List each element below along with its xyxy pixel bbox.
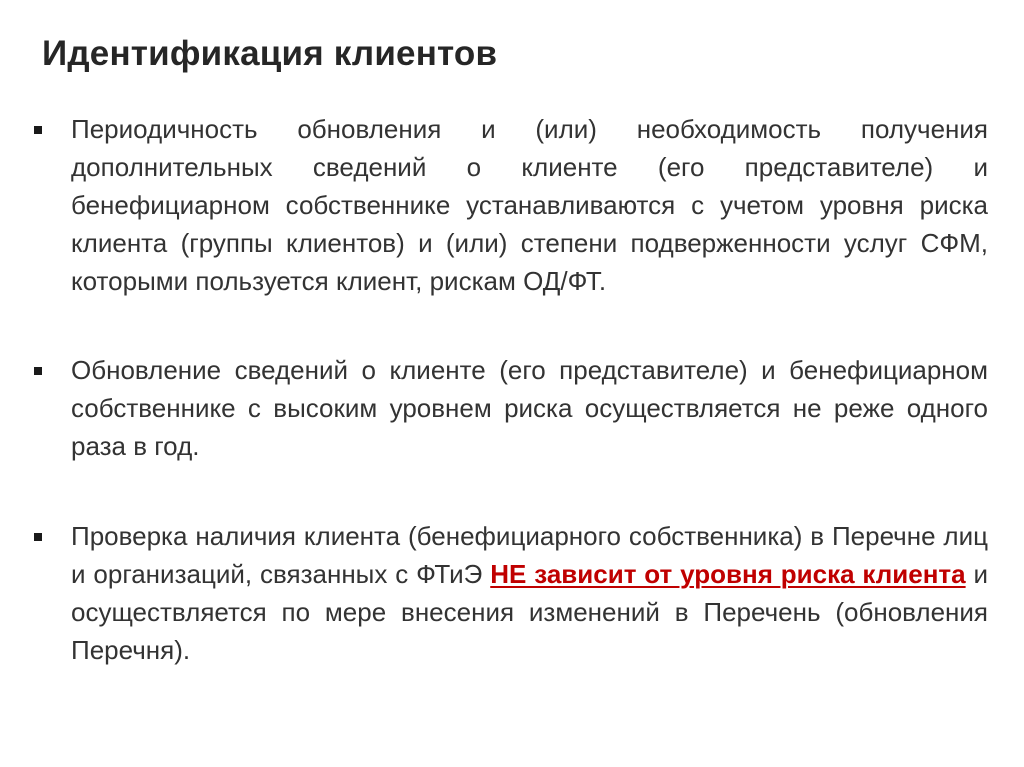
bullet-text-after: и осуществляется по мере внесения изменений в Перечень (обновления Перечня).	[71, 559, 989, 665]
highlighted-text: НЕ зависит от уровня риска клиента	[490, 559, 966, 589]
bullet-text: Периодичность обновления и (или) необходимость получения дополнительных сведений о клиенте (его представителе) и бенефициарном собственнике устанавливаются с учетом уровня риска клиента (группы клиентов) и (или) степени подверженности услуг СФМ, которыми пользуется клиент, рискам ОД/ФТ.	[71, 114, 988, 296]
square-bullet-icon	[34, 533, 42, 541]
square-bullet-icon	[34, 367, 42, 375]
bullet-text: Обновление сведений о клиенте (его представителе) и бенефициарном собственнике с высоким уровнем риска осуществляется не реже одного раза в год.	[71, 355, 988, 461]
square-bullet-icon	[34, 126, 42, 134]
bullet-text-before: Проверка наличия клиента (бенефициарного собственника) в Перечне лиц и организаций, связанных с ФТиЭ	[71, 521, 988, 589]
bullet-text	[71, 517, 988, 669]
slide-title: Идентификация клиентов	[42, 34, 498, 73]
